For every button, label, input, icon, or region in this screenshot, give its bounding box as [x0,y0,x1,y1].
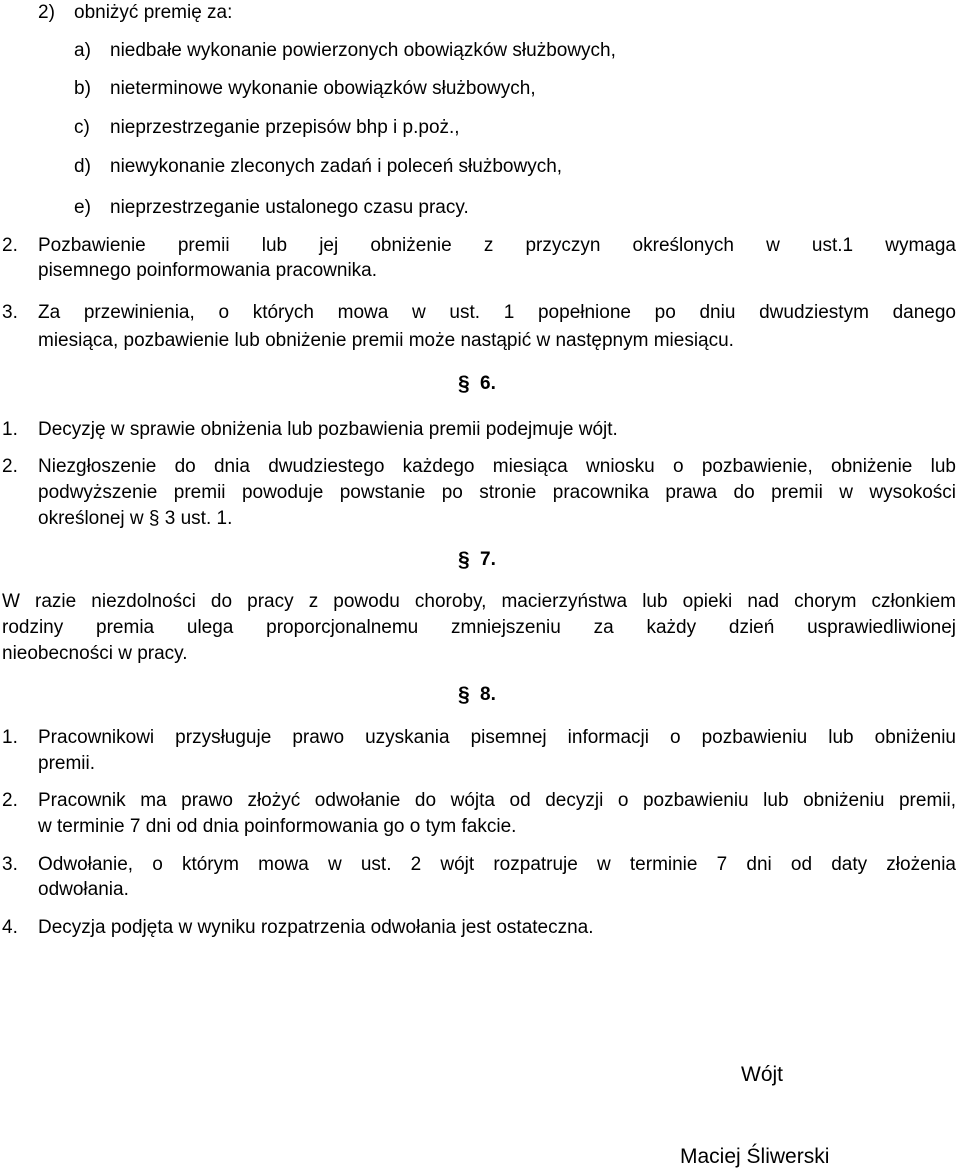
section-sign: § [458,548,470,571]
paragraph-line: W razie niezdolności do pracy z powodu choroby, macierzyństwa lub opieki nad chorym członkiem [2,591,956,612]
paragraph-number: 2. [2,790,18,811]
sublist-letter: d) [74,156,91,177]
paragraph-line: Decyzja podjęta w wyniku rozpatrzenia odwołania jest ostateczna. [38,917,594,938]
signature-name: Maciej Śliwerski [680,1145,830,1168]
sublist-text: niewykonanie zleconych zadań i poleceń służbowych, [110,156,563,177]
section-number: 6. [480,373,496,394]
sublist-text: niedbałe wykonanie powierzonych obowiązków służbowych, [110,40,616,61]
signature-title: Wójt [741,1063,783,1086]
paragraph-line: Decyzję w sprawie obniżenia lub pozbawienia premii podejmuje wójt. [38,419,618,440]
sublist-letter: a) [74,40,91,61]
paragraph-line: rodziny premia ulega proporcjonalnemu zmniejszeniu za każdy dzień usprawiedliwionej [2,617,956,638]
paragraph-line: Niezgłoszenie do dnia dwudziestego każdego miesiąca wniosku o pozbawienie, obniżenie lub [38,456,956,477]
list-item-number: 2) [38,2,55,23]
sublist-text: nieprzestrzeganie przepisów bhp i p.poż., [110,117,460,138]
paragraph-line: miesiąca, pozbawienie lub obniżenie premii może nastąpić w następnym miesiącu. [38,330,734,351]
paragraph-line: podwyższenie premii powoduje powstanie po stronie pracownika prawa do premii w wysokości [38,482,956,503]
paragraph-line: pisemnego poinformowania pracownika. [38,260,378,281]
section-number: 7. [480,549,496,570]
paragraph-line: w terminie 7 dni od dnia poinformowania go o tym fakcie. [38,816,517,837]
sublist-letter: c) [74,117,90,138]
paragraph-number: 2. [2,456,18,477]
paragraph-line: nieobecności w pracy. [2,643,188,664]
sublist-text: nieterminowe wykonanie obowiązków służbowych, [110,78,536,99]
section-sign: § [148,508,160,529]
section-sign: § [458,683,470,706]
paragraph-number: 3. [2,302,18,323]
section-number: 8. [480,684,496,705]
section-sign: § [458,372,470,395]
paragraph-number: 2. [2,235,18,256]
paragraph-line: Pozbawienie premii lub jej obniżenie z przyczyn określonych w ust.1 wymaga [38,235,956,256]
sublist-letter: e) [74,197,91,218]
paragraph-number: 1. [2,419,18,440]
paragraph-line: Odwołanie, o którym mowa w ust. 2 wójt rozpatruje w terminie 7 dni od daty złożenia [38,854,956,875]
paragraph-line: Pracownik ma prawo złożyć odwołanie do wójta od decyzji o pozbawieniu lub obniżeniu premii, [38,790,956,811]
sublist-letter: b) [74,78,91,99]
list-item-text: obniżyć premię za: [74,2,233,23]
paragraph-line: odwołania. [38,879,129,900]
paragraph-number: 4. [2,917,18,938]
paragraph-line: określonej w § 3 ust. 1. [38,508,233,529]
paragraph-line: Pracownikowi przysługuje prawo uzyskania pisemnej informacji o pozbawieniu lub obniżeniu [38,727,956,748]
paragraph-number: 1. [2,727,18,748]
paragraph-number: 3. [2,854,18,875]
paragraph-line: premii. [38,753,96,774]
sublist-text: nieprzestrzeganie ustalonego czasu pracy. [110,197,469,218]
paragraph-line: Za przewinienia, o których mowa w ust. 1 popełnione po dniu dwudziestym danego [38,302,956,323]
